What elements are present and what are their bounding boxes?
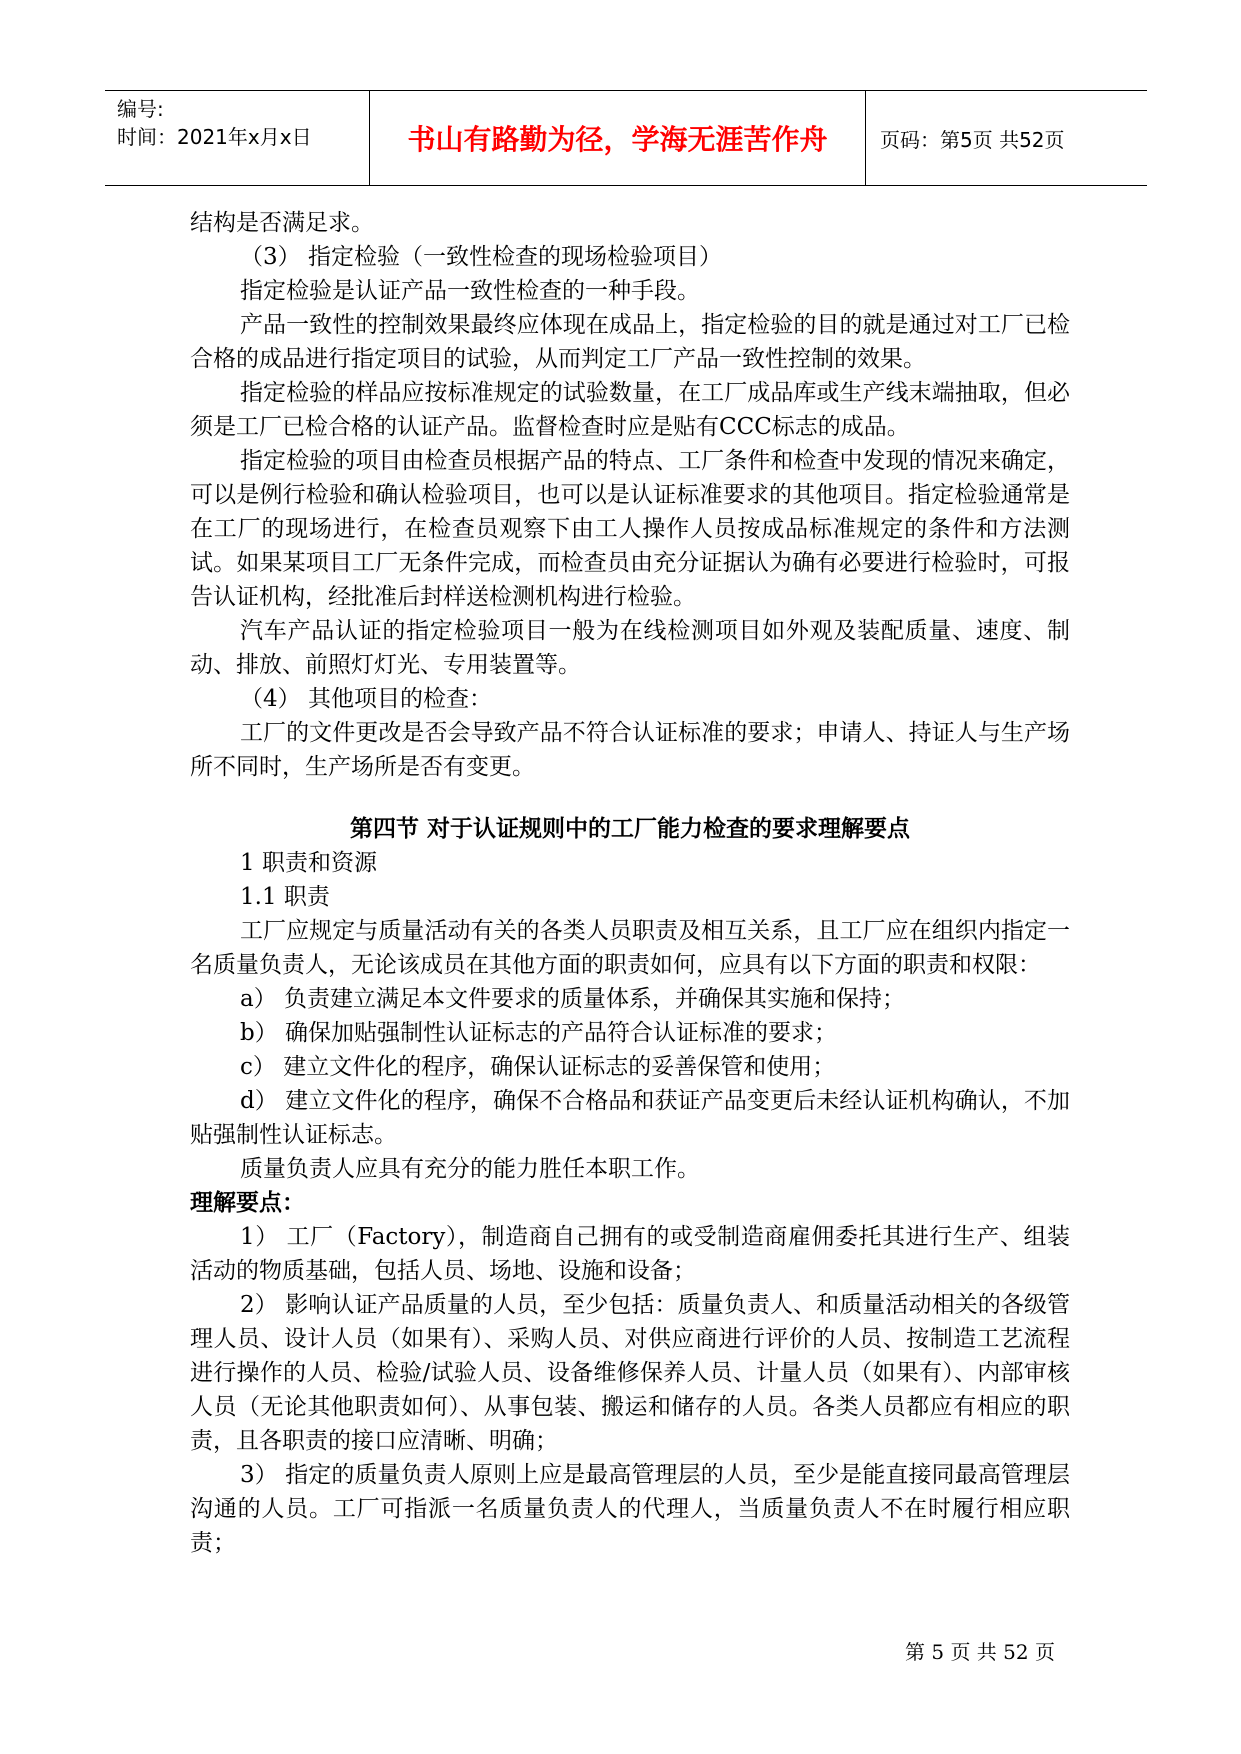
document-number-label: 编号: [117,97,164,121]
page-footer: 第 5 页 共 52 页 [905,1640,1055,1664]
paragraph: 工厂的文件更改是否会导致产品不符合认证标准的要求；申请人、持证人与生产场所不同时，生产场所是否有变更。 [190,720,1070,780]
subsection-title: 1 职责和资源 [240,850,377,876]
list-item: d） 建立文件化的程序，确保不合格品和获证产品变更后未经认证机构确认，不加贴强制性认证标志。 [190,1088,1070,1148]
paragraph: 工厂应规定与质量活动有关的各类人员职责及相互关系，且工厂应在组织内指定一名质量负责人，无论该成员在其他方面的职责如何，应具有以下方面的职责和权限： [190,918,1070,978]
document-time: 时间：2021年x月x日 [117,125,312,149]
paragraph: （3） 指定检验（一致性检查的现场检验项目） [240,244,722,270]
paragraph: 汽车产品认证的指定检验项目一般为在线检测项目如外观及装配质量、速度、制动、排放、前照灯灯光、专用装置等。 [190,618,1070,678]
list-item: 2） 影响认证产品质量的人员，至少包括：质量负责人、和质量活动相关的各级管理人员、设计人员（如果有）、采购人员、对供应商进行评价的人员、按制造工艺流程进行操作的人员、检验/试验人员、设备维修保养人员、计量人员（如果有）、内部审核人员（无论其他职责如何）、从事包装、搬运和储存的人员。各类人员都应有相应的职责，且各职责的接口应清晰、明确； [190,1292,1070,1454]
paragraph: 产品一致性的控制效果最终应体现在成品上，指定检验的目的就是通过对工厂已检合格的成品进行指定项目的试验，从而判定工厂产品一致性控制的效果。 [190,312,1070,372]
paragraph: 指定检验的样品应按标准规定的试验数量，在工厂成品库或生产线末端抽取，但必须是工厂已检合格的认证产品。监督检查时应是贴有CCC标志的成品。 [190,380,1070,440]
document-body [190,206,1070,1560]
paragraph: 指定检验的项目由检查员根据产品的特点、工厂条件和检查中发现的情况来确定，可以是例行检验和确认检验项目，也可以是认证标准要求的其他项目。指定检验通常是在工厂的现场进行，在检查员观察下由工人操作人员按成品标准规定的条件和方法测试。如果某项目工厂无条件完成，而检查员由充分证据认为确有必要进行检验时，可报告认证机构，经批准后封样送检测机构进行检验。 [190,448,1070,610]
list-item: c） 建立文件化的程序，确保认证标志的妥善保管和使用； [240,1054,836,1080]
paragraph: 质量负责人应具有充分的能力胜任本职工作。 [240,1156,700,1182]
paragraph: 指定检验是认证产品一致性检查的一种手段。 [240,278,700,304]
paragraph: 结构是否满足求。 [190,210,374,236]
list-item: 1） 工厂（Factory），制造商自己拥有的或受制造商雇佣委托其进行生产、组装活动的物质基础，包括人员、场地、设施和设备； [190,1224,1070,1284]
header-motto: 书山有路勤为径，学海无涯苦作舟 [370,91,866,185]
list-item: 3） 指定的质量负责人原则上应是最高管理层的人员，至少是能直接同最高管理层沟通的人员。工厂可指派一名质量负责人的代理人，当质量负责人不在时履行相应职责； [190,1462,1070,1556]
section-heading: 第四节 对于认证规则中的工厂能力检查的要求理解要点 [349,816,910,842]
paragraph: （4） 其他项目的检查： [240,686,492,712]
list-item: b） 确保加贴强制性认证标志的产品符合认证标准的要求； [240,1020,838,1046]
understanding-label: 理解要点： [190,1190,305,1216]
page-header [105,90,1147,186]
header-meta [105,91,370,185]
list-item: a） 负责建立满足本文件要求的质量体系，并确保其实施和保持； [240,986,906,1012]
header-page-number: 页码：第5页 共52页 [880,127,1065,152]
subsection-title: 1.1 职责 [240,884,330,910]
